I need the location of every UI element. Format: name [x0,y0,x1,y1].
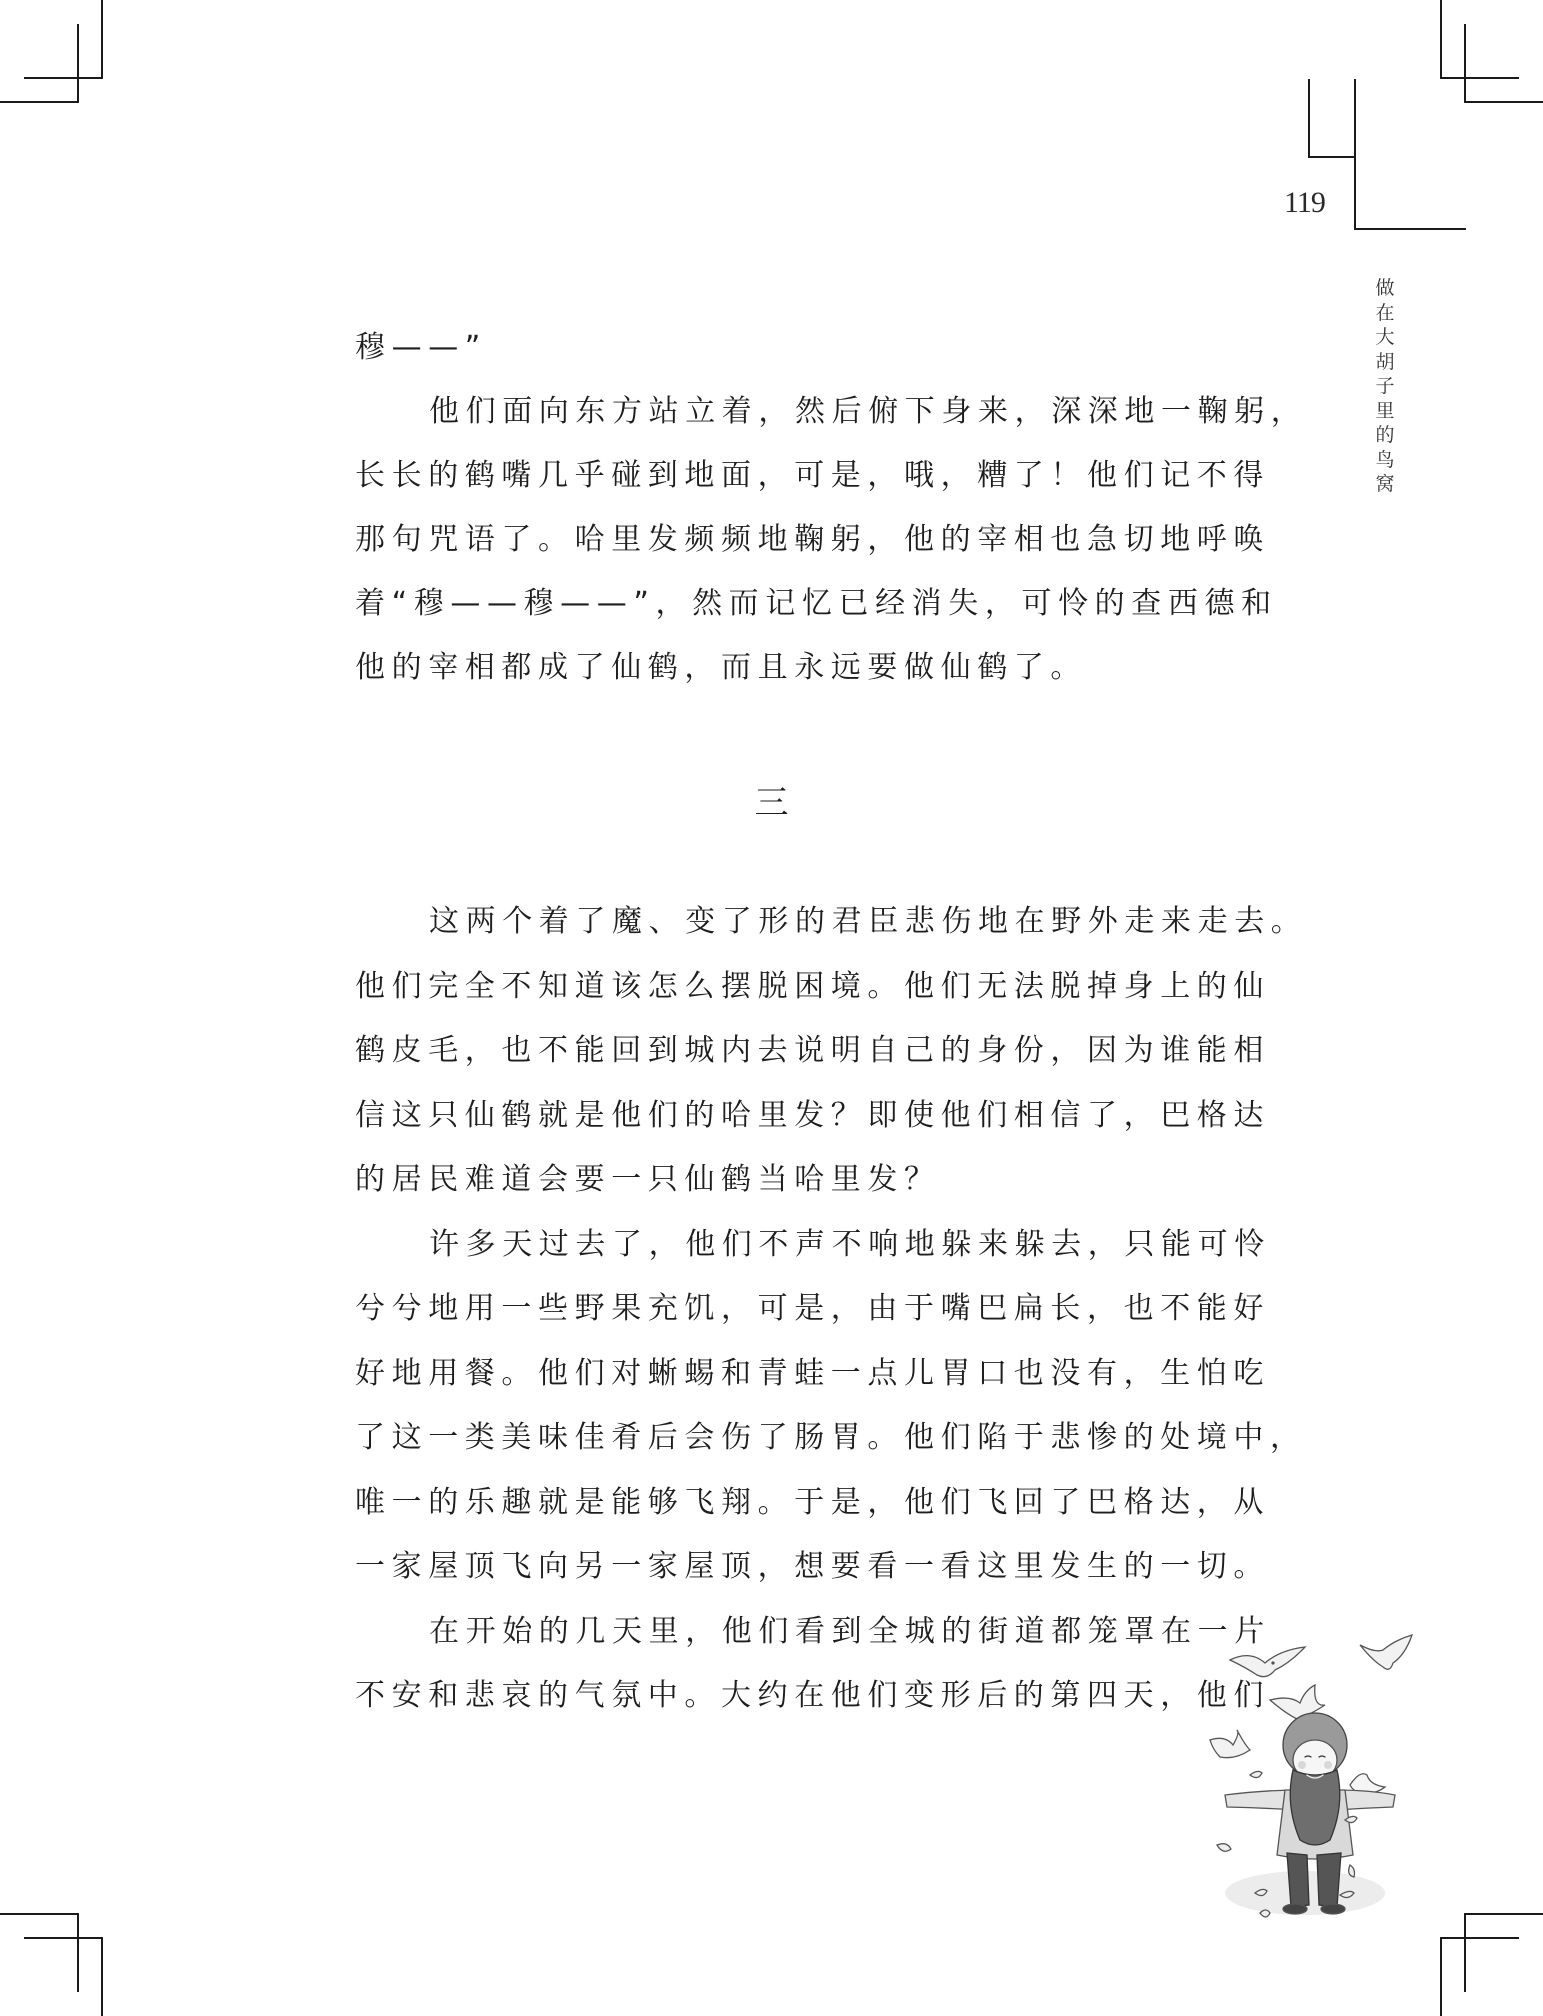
text-line: 了这一类美味佳肴后会伤了肠胃。他们陷于悲惨的处境中， [355,1420,1307,1455]
header-rule [1354,79,1356,230]
text-line: 兮兮地用一些野果充饥，可是，由于嘴巴扁长，也不能好 [355,1291,1270,1326]
page-number: 119 [1284,186,1325,219]
text-line: 这两个着了魔、变了形的君臣悲伤地在野外走来走去。 [429,904,1308,939]
text-line: 不安和悲哀的气氛中。大约在他们变形后的第四天，他们 [355,1678,1270,1713]
crop-line [0,101,79,103]
header-rule [1308,79,1310,158]
crop-line [1464,1913,1543,1915]
text-line: 他们面向东方站立着，然后俯下身来，深深地一鞠躬， [429,394,1308,429]
crop-line [77,1913,79,1992]
running-title-char: 鸟 [1375,448,1395,471]
bearded-man-with-birds-illustration [1205,1595,1445,1925]
crop-line [24,1937,103,1939]
crop-line [101,1937,103,2016]
crop-line [1464,1913,1466,1992]
crop-line [1440,1937,1519,1939]
illustration [1205,1595,1445,1925]
running-title-char: 的 [1375,424,1395,446]
text-line: 穆——” [355,330,487,365]
running-title-char: 在 [1375,301,1395,324]
bird-icon [1230,1647,1305,1677]
crop-line [24,77,103,79]
text-line: 他们完全不知道该怎么摆脱困境。他们无法脱掉身上的仙 [355,968,1270,1004]
text-line: 着“穆——穆——”，然而记忆已经消失，可怜的查西德和 [355,586,1278,621]
text-line: 好地用餐。他们对蜥蜴和青蛙一点儿胃口也没有，生怕吃 [355,1355,1270,1391]
text-line: 许多天过去了，他们不声不响地躲来躲去，只能可怜 [429,1226,1271,1262]
running-title-vertical [1372,276,1398,497]
text-line: 一家屋顶飞向另一家屋顶，想要看一看这里发生的一切。 [355,1549,1270,1584]
crop-line [1440,0,1442,79]
section-heading: 三 [754,783,789,823]
running-title-char: 子 [1375,375,1395,397]
running-title-char: 大 [1375,326,1395,348]
bird-icon [1210,1730,1250,1758]
text-line: 的居民难道会要一只仙鹤当哈里发？ [355,1162,941,1197]
text-line: 在开始的几天里，他们看到全城的街道都笼罩在一片 [429,1613,1271,1649]
crop-line [1440,1937,1442,2016]
crop-line [101,0,103,79]
text-line: 长长的鹤嘴几乎碰到地面，可是，哦，糟了！他们记不得 [355,458,1270,493]
text-line: 他的宰相都成了仙鹤，而且永远要做仙鹤了。 [355,650,1087,685]
header-rule [1354,228,1466,230]
text-line: 那句咒语了。哈里发频频地鞠躬，他的宰相也急切地呼唤 [355,522,1270,557]
running-title-char: 胡 [1375,350,1395,373]
text-line: 鹤皮毛，也不能回到城内去说明自己的身份，因为谁能相 [355,1033,1270,1068]
header-rule [1308,156,1355,158]
bird-icon [1360,1635,1412,1669]
crop-line [1464,101,1543,103]
crop-line [77,24,79,103]
crop-line [1440,77,1519,79]
running-title-char: 窝 [1375,473,1395,495]
running-title-char: 做 [1375,277,1395,299]
running-title-char: 里 [1375,399,1395,422]
text-line: 唯一的乐趣就是能够飞翔。于是，他们飞回了巴格达，从 [355,1484,1270,1520]
crop-line [0,1913,79,1915]
crop-line [1464,24,1466,103]
text-line: 信这只仙鹤就是他们的哈里发？即使他们相信了，巴格达 [355,1097,1270,1133]
